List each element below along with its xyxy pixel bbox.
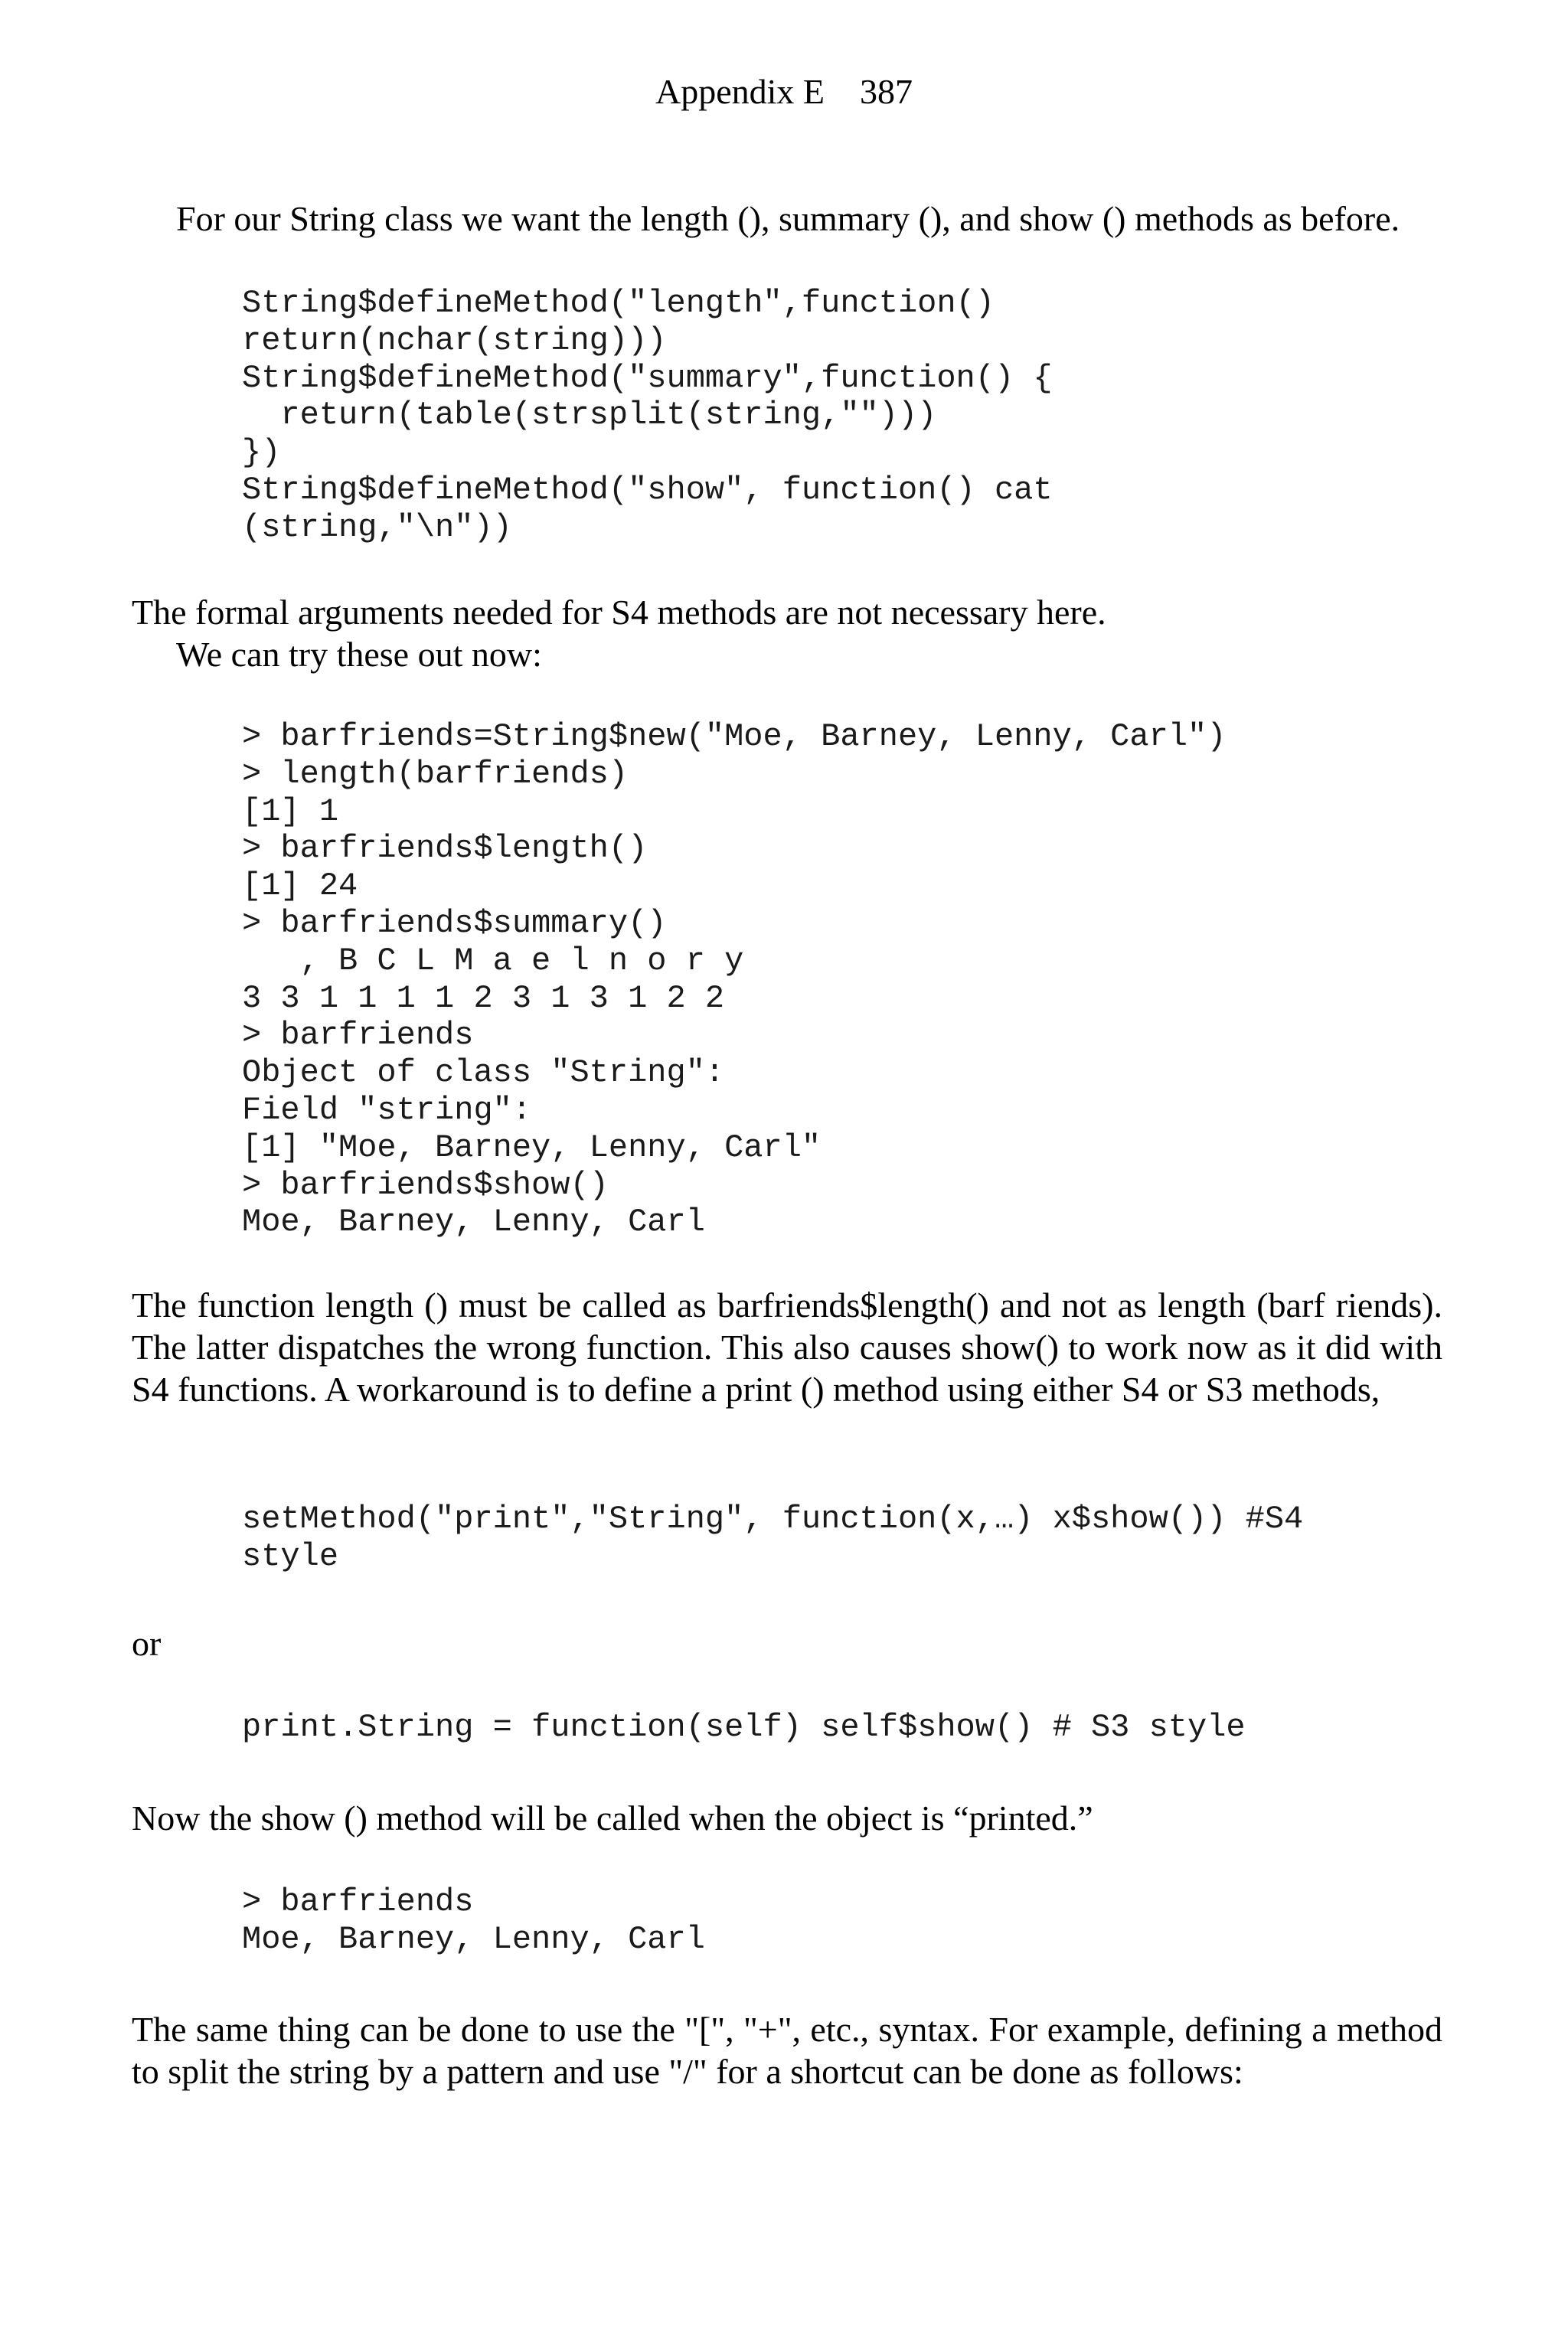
code-line: , B C L M a e l n o r y	[242, 942, 744, 979]
code-line: return(table(strsplit(string,"")))	[242, 397, 937, 434]
code-block-printed-session	[242, 1883, 705, 1958]
code-line: Field "string":	[242, 1091, 532, 1129]
code-line: print.String = function(self) self$show() # S3 style	[242, 1709, 1246, 1746]
code-line: 3 3 1 1 1 1 2 3 1 3 1 2 2	[242, 979, 725, 1017]
paragraph-intro: For our String class we want the length (), summary (), and show () methods as before.	[176, 199, 1400, 238]
code-line: > barfriends	[242, 1883, 474, 1920]
code-line: return(nchar(string)))	[242, 322, 667, 359]
paragraph-length-dispatch: The function length () must be called as barfriends$length() and not as length (barf riends). The latter dispatches the wrong function. This also causes show() to work now as it did with S4 functions. A workaround is to define a print () method using either S4 or S3 methods,	[132, 1285, 1442, 1409]
header-title: Appendix E	[655, 72, 825, 111]
code-line: String$defineMethod("show", function() cat	[242, 471, 1053, 508]
code-line: style	[242, 1537, 339, 1575]
code-line: > barfriends	[242, 1017, 474, 1054]
paragraph-try-these: We can try these out now:	[176, 635, 542, 674]
code-line: [1] "Moe, Barney, Lenny, Carl"	[242, 1129, 822, 1166]
code-line: > barfriends$length()	[242, 830, 648, 867]
running-header	[0, 70, 1568, 113]
page-number: 387	[860, 72, 913, 111]
code-line: Object of class "String":	[242, 1054, 725, 1092]
code-line: setMethod("print","String", function(x,…) x$show()) #S4	[242, 1501, 1304, 1537]
code-block-session	[242, 718, 1226, 1241]
code-block-s4-print	[242, 1501, 1303, 1576]
paragraph-or: or	[132, 1624, 162, 1663]
paragraph-same-thing: The same thing can be done to use the "[", "+", etc., syntax. For example, defining a method to split the string by a pattern and use "/" for a shortcut can be done as follows:	[132, 2010, 1442, 2091]
code-line: [1] 24	[242, 867, 358, 905]
code-line: > barfriends$show()	[242, 1166, 609, 1204]
code-line: String$defineMethod("summary",function() {	[242, 359, 1053, 397]
code-line: [1] 1	[242, 792, 339, 830]
code-line: (string,"\n"))	[242, 508, 512, 546]
code-line: String$defineMethod("length",function()	[242, 285, 995, 322]
code-block-s3-print	[242, 1709, 1246, 1746]
paragraph-formal-arguments: The formal arguments needed for S4 methods are not necessary here.	[132, 593, 1106, 632]
paragraph-show-printed: Now the show () method will be called when the object is “printed.”	[132, 1798, 1093, 1838]
code-line: Moe, Barney, Lenny, Carl	[242, 1920, 705, 1958]
code-line: > barfriends$summary()	[242, 904, 667, 942]
code-block-define-methods	[242, 285, 1053, 547]
code-line: Moe, Barney, Lenny, Carl	[242, 1204, 705, 1241]
code-line: })	[242, 434, 281, 472]
code-line: > barfriends=String$new("Moe, Barney, Lenny, Carl")	[242, 718, 1227, 755]
code-line: > length(barfriends)	[242, 755, 629, 792]
